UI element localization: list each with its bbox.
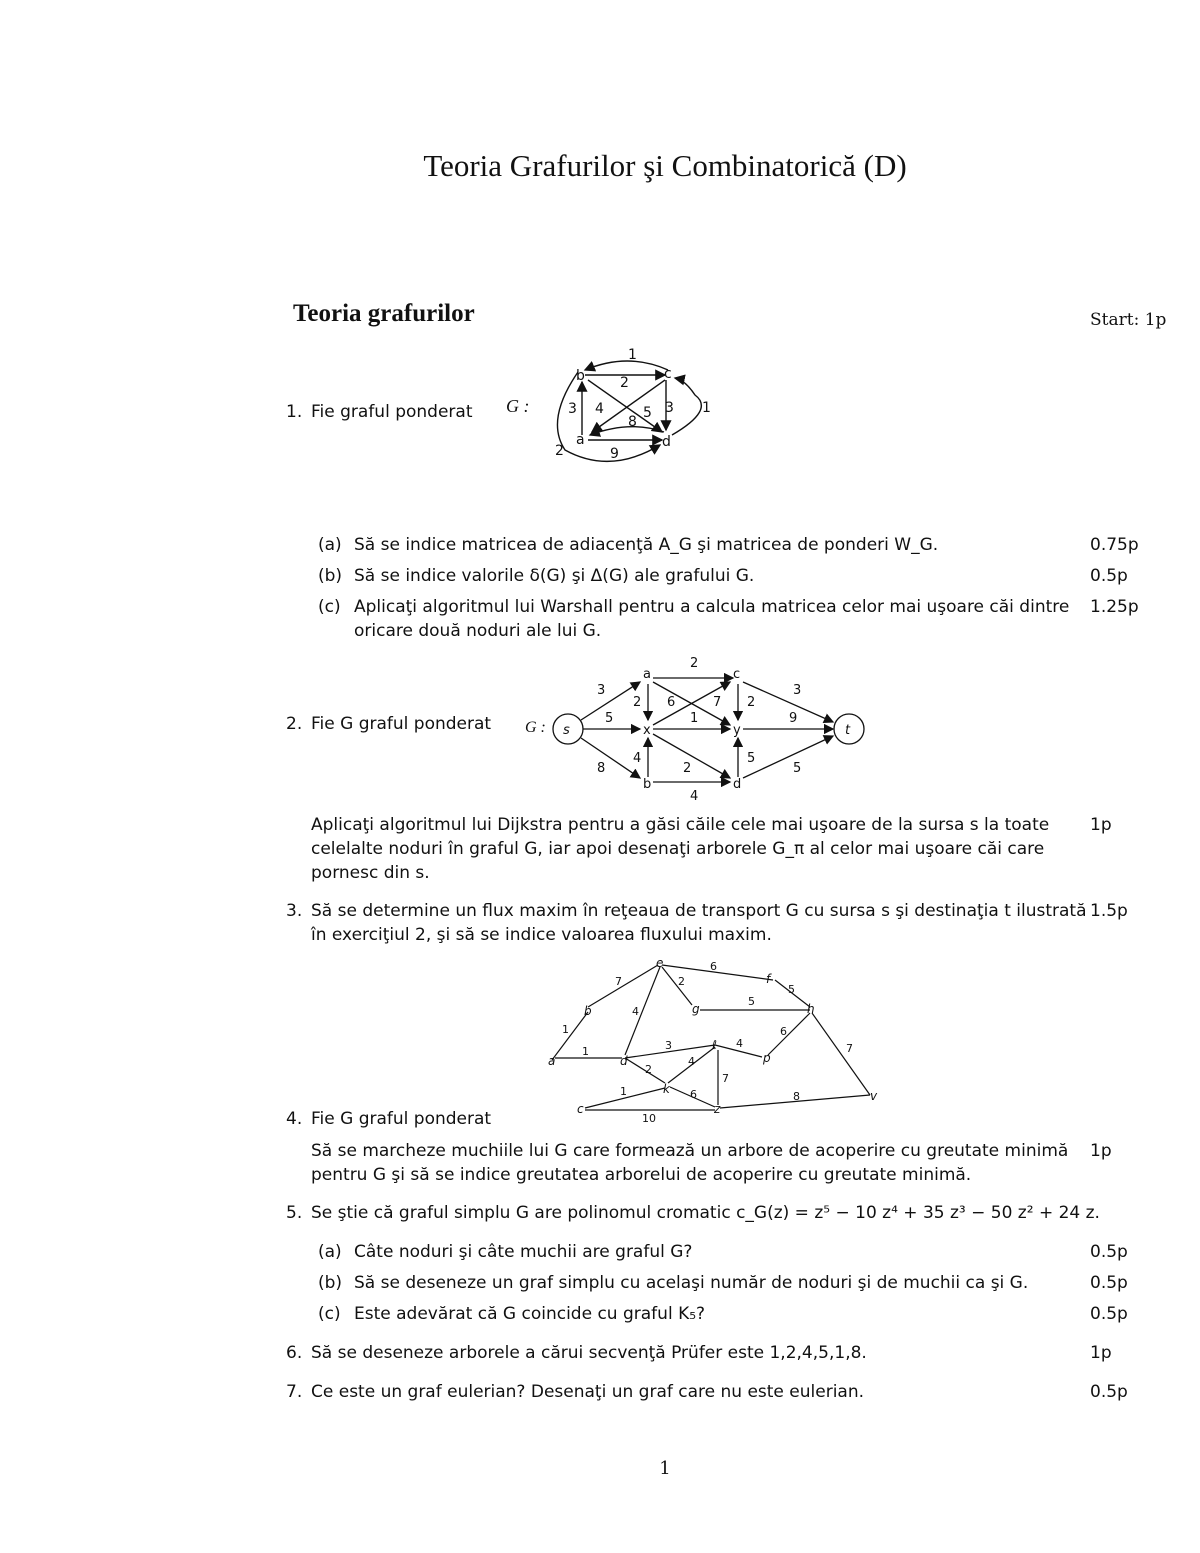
q1-number: 1. xyxy=(286,402,303,422)
q4-w-gh: 5 xyxy=(748,995,755,1008)
q3-number: 3. xyxy=(286,901,303,921)
q4-w-lp: 4 xyxy=(736,1037,743,1050)
q4-text: Fie G graful ponderat xyxy=(311,1109,492,1129)
q2-w-xd: 2 xyxy=(683,761,692,776)
edge-c-b-1 xyxy=(585,361,668,370)
q7-number: 7. xyxy=(286,1382,303,1402)
q2-node-c: c xyxy=(733,667,741,682)
q4-node-d: d xyxy=(620,1054,628,1068)
q1c-text-2: oricare două noduri ale lui G. xyxy=(354,621,602,641)
document-title: Teoria Grafurilor şi Combinatorică (D) xyxy=(423,148,907,183)
q4-w-dk: 2 xyxy=(645,1063,652,1076)
q5a-label: (a) xyxy=(318,1242,342,1262)
q2-w-xy: 1 xyxy=(690,711,699,726)
q1a-label: (a) xyxy=(318,535,342,555)
q5c-label: (c) xyxy=(318,1304,341,1324)
section-title: Teoria grafurilor xyxy=(293,300,475,327)
q2-body-line-3: pornesc din s. xyxy=(311,863,430,883)
q5b-text: Să se deseneze un graf simplu cu acelaşi număr de noduri şi de muchii ca şi G. xyxy=(354,1273,1029,1293)
q2-node-b: b xyxy=(643,777,652,792)
q4-w-ef: 6 xyxy=(710,960,717,973)
q1c-label: (c) xyxy=(318,597,341,617)
q2-graph-label: G : xyxy=(525,719,546,736)
q1c-points: 1.25p xyxy=(1090,597,1139,617)
q4-node-g: g xyxy=(692,1002,700,1016)
q2-body-line-1: Aplicaţi algoritmul lui Dijkstra pentru a găsi căile cele mai uşoare de la sursa s la toate xyxy=(311,815,1050,835)
q1-graph xyxy=(540,340,730,470)
q1-w-2b: 2 xyxy=(555,443,564,459)
q4-node-h: h xyxy=(807,1002,815,1016)
q1-w-5: 5 xyxy=(643,405,652,421)
q5c-points: 0.5p xyxy=(1090,1304,1128,1324)
q1-node-c: c xyxy=(664,366,672,382)
q5a-points: 0.5p xyxy=(1090,1242,1128,1262)
q2-w-bd: 4 xyxy=(690,789,699,804)
q4-number: 4. xyxy=(286,1109,303,1129)
q4-w-ck: 1 xyxy=(620,1085,627,1098)
q1-w-4: 4 xyxy=(595,401,604,417)
q2-node-x: x xyxy=(643,723,651,738)
q4-body-line-1: Să se marcheze muchiile lui G care formează un arbore de acoperire cu greutate minimă xyxy=(311,1141,1069,1161)
q2-node-s: s xyxy=(563,723,570,738)
q5a-text: Câte noduri şi câte muchii are graful G? xyxy=(354,1242,693,1262)
q4-node-e: e xyxy=(656,956,664,970)
edge-d-c-1 xyxy=(672,378,701,435)
q2-node-y: y xyxy=(733,723,741,738)
q5c-text: Este adevărat că G coincide cu graful K₅? xyxy=(354,1304,706,1324)
q1-node-d: d xyxy=(662,434,671,450)
q1-w-3: 3 xyxy=(568,401,577,417)
q2-w-sb: 8 xyxy=(597,761,606,776)
q4-w-fh: 5 xyxy=(788,983,795,996)
q1-node-a: a xyxy=(576,432,585,448)
q2-number: 2. xyxy=(286,714,303,734)
q2-graph xyxy=(545,650,875,805)
q3-line-1: Să se determine un flux maxim în reţeaua de transport G cu sursa s şi destinaţia t ilustrată xyxy=(311,901,1087,921)
q4-w-ab: 1 xyxy=(562,1023,569,1036)
q4-w-kz: 6 xyxy=(690,1088,697,1101)
q2-node-t: t xyxy=(845,723,851,738)
q1-graph-label: G : xyxy=(506,396,530,416)
q1-w-9: 9 xyxy=(610,446,619,462)
q4-node-z: z xyxy=(714,1102,721,1116)
q6-text: Să se deseneze arborele a cărui secvenţă Prüfer este 1,2,4,5,1,8. xyxy=(311,1343,867,1363)
q4-body-line-2: pentru G şi să se indice greutatea arborelui de acoperire cu greutate minimă. xyxy=(311,1165,972,1185)
q2-w-bx: 4 xyxy=(633,751,642,766)
q4-w-eg: 2 xyxy=(678,975,685,988)
edge-d-a-8 xyxy=(590,427,664,435)
q4-w-hv: 7 xyxy=(846,1042,853,1055)
q2-body-line-2: celelalte noduri în graful G, iar apoi desenaţi arborele G_π al celor mai uşoare căi care xyxy=(311,839,1045,859)
q4-node-c: c xyxy=(577,1102,584,1116)
q2-w-dy: 5 xyxy=(747,751,756,766)
q2-w-cy: 2 xyxy=(747,695,756,710)
q1-w-3b: 3 xyxy=(665,400,674,416)
q1b-text: Să se indice valorile δ(G) şi Δ(G) ale grafului G. xyxy=(354,566,755,586)
q7-points: 0.5p xyxy=(1090,1382,1128,1402)
q2-node-d: d xyxy=(733,777,742,792)
q2-node-a: a xyxy=(643,667,651,682)
q4-node-a: a xyxy=(548,1054,556,1068)
q2-w-ct: 3 xyxy=(793,683,802,698)
q6-number: 6. xyxy=(286,1343,303,1363)
q4-node-p: p xyxy=(763,1051,771,1065)
q4-w-lz: 7 xyxy=(722,1072,729,1085)
q2-text: Fie G graful ponderat xyxy=(311,714,492,734)
q1-w-2: 2 xyxy=(620,375,629,391)
q2-w-yt: 9 xyxy=(789,711,798,726)
q5-text: Se ştie că graful simplu G are polinomul cromatic c_G(z) = z⁵ − 10 z⁴ + 35 z³ − 50 z² + 24 z. xyxy=(311,1203,1100,1223)
q4-w-ph: 6 xyxy=(780,1025,787,1038)
q2-w-ac: 2 xyxy=(690,656,699,671)
q4-node-l: ℓ xyxy=(712,1038,717,1052)
q4-w-cz: 10 xyxy=(642,1112,656,1125)
q5b-points: 0.5p xyxy=(1090,1273,1128,1293)
q4-points: 1p xyxy=(1090,1141,1112,1161)
q4-graph xyxy=(540,955,890,1130)
q2-w-xc: 7 xyxy=(713,695,722,710)
q1a-text: Să se indice matricea de adiacenţă A_G şi matricea de ponderi W_G. xyxy=(354,535,939,555)
q4-node-v: v xyxy=(870,1089,878,1103)
q3-line-2: în exerciţiul 2, şi să se indice valoarea fluxului maxim. xyxy=(311,925,772,945)
q1-w-8: 8 xyxy=(628,414,637,430)
q4-w-ad: 1 xyxy=(582,1045,589,1058)
q4-w-zv: 8 xyxy=(793,1090,800,1103)
page-number: 1 xyxy=(659,1458,671,1479)
q2-w-sx: 5 xyxy=(605,711,614,726)
q2-points: 1p xyxy=(1090,815,1112,835)
q2-w-ax: 2 xyxy=(633,695,642,710)
q4-node-b: b xyxy=(584,1004,592,1018)
q4-node-f: f xyxy=(766,972,771,986)
q1a-points: 0.75p xyxy=(1090,535,1139,555)
start-points: Start: 1p xyxy=(1090,310,1167,330)
q4-w-ed: 4 xyxy=(632,1005,639,1018)
q4-node-k: k xyxy=(663,1082,670,1096)
q7-text: Ce este un graf eulerian? Desenaţi un graf care nu este eulerian. xyxy=(311,1382,865,1402)
q5-number: 5. xyxy=(286,1203,303,1223)
q2-w-sa: 3 xyxy=(597,683,606,698)
q5b-label: (b) xyxy=(318,1273,343,1293)
q1c-text: Aplicaţi algoritmul lui Warshall pentru a calcula matricea celor mai uşoare căi dintre xyxy=(354,597,1070,617)
q4-w-lk: 4 xyxy=(688,1055,695,1068)
q4-w-be: 7 xyxy=(615,975,622,988)
q1-node-b: b xyxy=(576,368,585,384)
q4-w-dl: 3 xyxy=(665,1039,672,1052)
q3-points: 1.5p xyxy=(1090,901,1128,921)
q1-w-1b: 1 xyxy=(702,400,711,416)
q1b-points: 0.5p xyxy=(1090,566,1128,586)
q1-w-1: 1 xyxy=(628,347,637,363)
q1-text: Fie graful ponderat xyxy=(311,402,473,422)
q6-points: 1p xyxy=(1090,1343,1112,1363)
q2-w-ay: 6 xyxy=(667,695,676,710)
q2-w-dt: 5 xyxy=(793,761,802,776)
q1b-label: (b) xyxy=(318,566,343,586)
